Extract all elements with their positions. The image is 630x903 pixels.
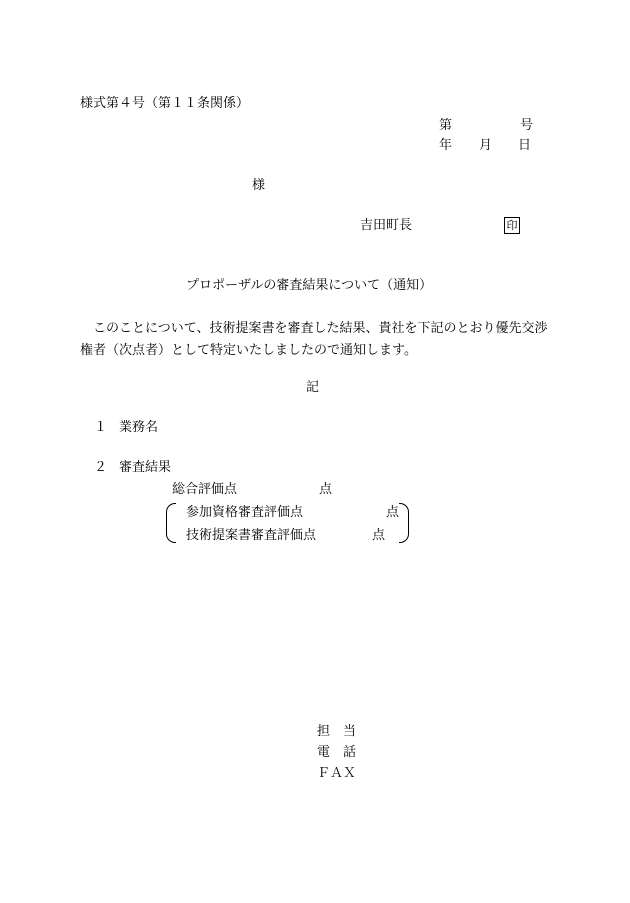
participation-score-label: 参加資格審査評価点 (186, 505, 304, 520)
item-2-number: ２ (94, 460, 108, 475)
date-month: 月 (479, 138, 493, 153)
date-day: 日 (518, 138, 532, 153)
contact-phone: 電 話 (317, 745, 357, 760)
proposal-score-unit: 点 (372, 528, 386, 543)
proposal-score-label: 技術提案書審査評価点 (186, 528, 317, 543)
addressee-honorific: 様 (252, 178, 266, 193)
item-2-label: 審査結果 (119, 460, 172, 475)
left-bracket (166, 503, 176, 543)
form-number: 様式第４号（第１１条関係） (80, 96, 250, 111)
right-bracket (399, 503, 409, 543)
total-score-label: 総合評価点 (172, 482, 238, 497)
number-suffix: 号 (520, 118, 534, 133)
seal-stamp: 印 (504, 217, 520, 234)
participation-score-unit: 点 (386, 505, 400, 520)
document-subject: プロポーザルの審査結果について（通知） (186, 278, 433, 293)
total-score-unit: 点 (319, 482, 333, 497)
contact-person: 担 当 (317, 724, 357, 739)
sender-title: 吉田町長 (360, 218, 413, 233)
contact-fax: ＦＡＸ (317, 766, 357, 781)
number-prefix: 第 (439, 118, 453, 133)
item-1-label: 業務名 (119, 420, 159, 435)
item-1-number: １ (94, 420, 108, 435)
document-body: このことについて、技術提案書を審査した結果、貴社を下記のとおり優先交渉権者（次点者）として特定いたしましたので通知します。 (80, 321, 548, 358)
ki-label: 記 (306, 380, 320, 395)
date-year: 年 (439, 138, 453, 153)
